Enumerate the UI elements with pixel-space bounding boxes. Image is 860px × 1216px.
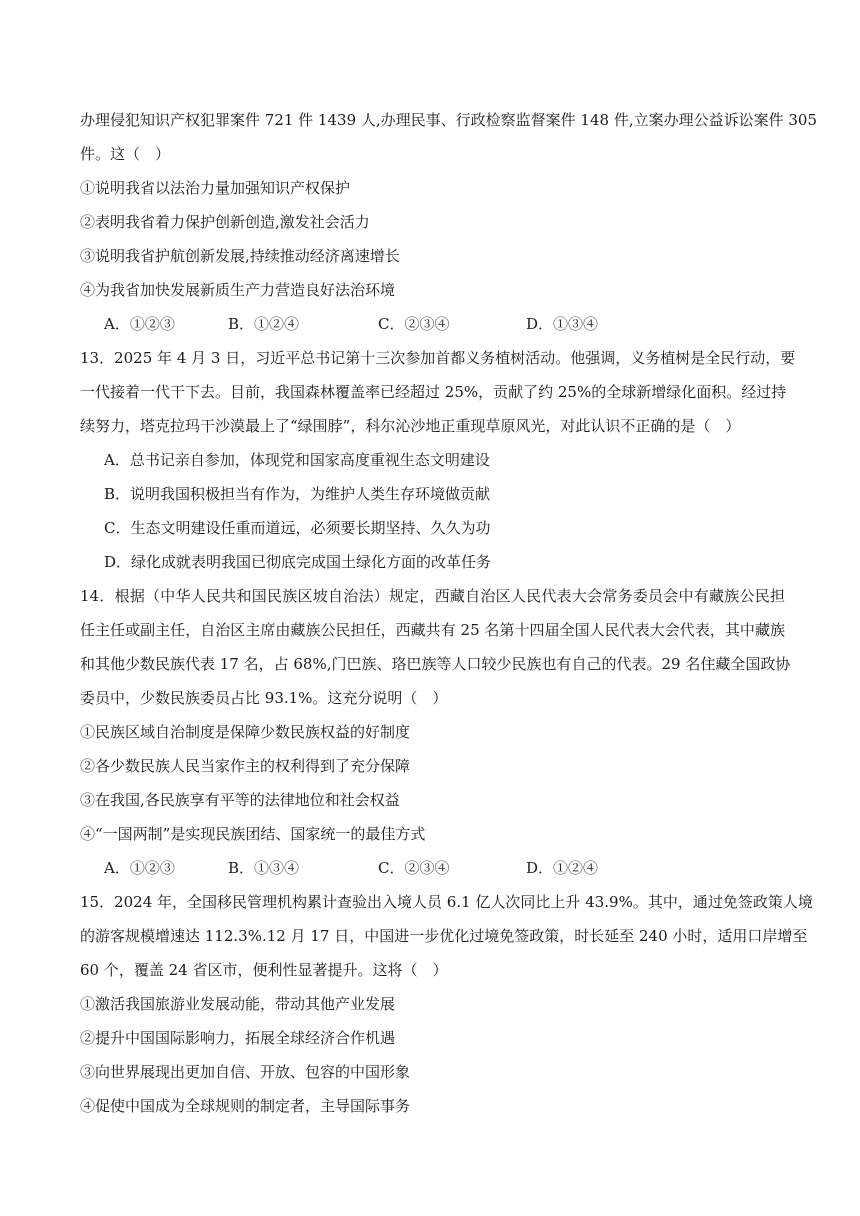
q15-stem-line: 的游客规模增速达 112.3%.12 月 17 日，中国进一步优化过境免签政策，时长延至 240 小时，适用口岸增至 bbox=[80, 927, 808, 945]
q12-option-c[interactable]: C．②③④ bbox=[378, 315, 450, 333]
q15-statement-2: ②提升中国国际影响力，拓展全球经济合作机遇 bbox=[80, 1029, 396, 1047]
q14-stem-line: 和其他少数民族代表 17 名，占 68%,门巴族、珞巴族等人口较少民族也有自己的代表。29 名住藏全国政协 bbox=[80, 655, 791, 673]
q12-option-d[interactable]: D．①③④ bbox=[526, 315, 599, 333]
q14-option-d[interactable]: D．①②④ bbox=[526, 859, 599, 877]
q13-stem-line: 一代接着一代干下去。目前，我国森林覆盖率已经超过 25%，贡献了约 25%的全球新增绿化面积。经过持 bbox=[80, 383, 787, 401]
q14-option-a[interactable]: A．①②③ bbox=[104, 859, 175, 877]
q12-statement-1: ①说明我省以法治力量加强知识产权保护 bbox=[80, 179, 351, 197]
q14-stem-line: 委员中，少数民族委员占比 93.1%。这充分说明（ ） bbox=[80, 689, 448, 707]
q14-statement-1: ①民族区域自治制度是保障少数民族权益的好制度 bbox=[80, 723, 411, 741]
q12-options bbox=[104, 314, 784, 334]
q14-options bbox=[104, 858, 784, 878]
q15-statement-3: ③向世界展现出更加自信、开放、包容的中国形象 bbox=[80, 1063, 411, 1081]
q14-statement-2: ②各少数民族人民当家作主的权利得到了充分保障 bbox=[80, 757, 411, 775]
q13-stem-line: 13．2025 年 4 月 3 日，习近平总书记第十三次参加首都义务植树活动。他强调，义务植树是全民行动，要 bbox=[80, 349, 796, 367]
q14-statement-3: ③在我国,各民族享有平等的法律地位和社会权益 bbox=[80, 791, 400, 809]
q14-statement-4: ④“一国两制”是实现民族团结、国家统一的最佳方式 bbox=[80, 825, 426, 843]
q12-option-a[interactable]: A．①②③ bbox=[104, 315, 175, 333]
q15-statement-1: ①激活我国旅游业发展动能，带动其他产业发展 bbox=[80, 995, 396, 1013]
q12-statement-3: ③说明我省护航创新发展,持续推动经济离速增长 bbox=[80, 247, 400, 265]
q13-choice-b[interactable]: B．说明我国积极担当有作为，为维护人类生存环境做贡献 bbox=[104, 485, 491, 503]
q15-statement-4: ④促使中国成为全球规则的制定者，主导国际事务 bbox=[80, 1097, 411, 1115]
q12-statement-4: ④为我省加快发展新质生产力营造良好法治环境 bbox=[80, 281, 396, 299]
q15-stem-line: 60 个，覆盖 24 省区市，便利性显著提升。这将（ ） bbox=[80, 961, 448, 979]
q13-stem-line: 续努力，塔克拉玛干沙漠最上了“绿围脖”，科尔沁沙地正重现草原风光，对此认识不正确的是（ ） bbox=[80, 417, 741, 435]
q15-stem-line: 15．2024 年，全国移民管理机构累计查验出入境人员 6.1 亿人次同比上升 43.9%。其中，通过免签政策人境 bbox=[80, 893, 813, 911]
q12-option-b[interactable]: B．①②④ bbox=[228, 315, 300, 333]
q13-choice-a[interactable]: A．总书记亲自参加，体现党和国家高度重视生态文明建设 bbox=[104, 451, 490, 469]
q14-stem-line: 14．根据（中华人民共和国民族区坡自治法）规定，西藏自治区人民代表大会常务委员会中有藏族公民担 bbox=[80, 587, 785, 605]
q13-choice-d[interactable]: D．绿化成就表明我国已彻底完成国土绿化方面的改革任务 bbox=[104, 553, 492, 571]
q14-option-c[interactable]: C．②③④ bbox=[378, 859, 450, 877]
q12-stem-line: 办理侵犯知识产权犯罪案件 721 件 1439 人,办理民事、行政检察监督案件 148 件,立案办理公益诉讼案件 305 bbox=[80, 111, 817, 129]
q12-stem-line: 件。这（ ） bbox=[80, 145, 171, 163]
q14-option-b[interactable]: B．①③④ bbox=[228, 859, 300, 877]
q13-choice-c[interactable]: C．生态文明建设任重而道远，必须要长期坚持、久久为功 bbox=[104, 519, 491, 537]
q14-stem-line: 任主任或副主任，自治区主席由藏族公民担任，西藏共有 25 名第十四届全国人民代表大会代表，其中藏族 bbox=[80, 621, 785, 639]
q12-statement-2: ②表明我省着力保护创新创造,激发社会活力 bbox=[80, 213, 370, 231]
